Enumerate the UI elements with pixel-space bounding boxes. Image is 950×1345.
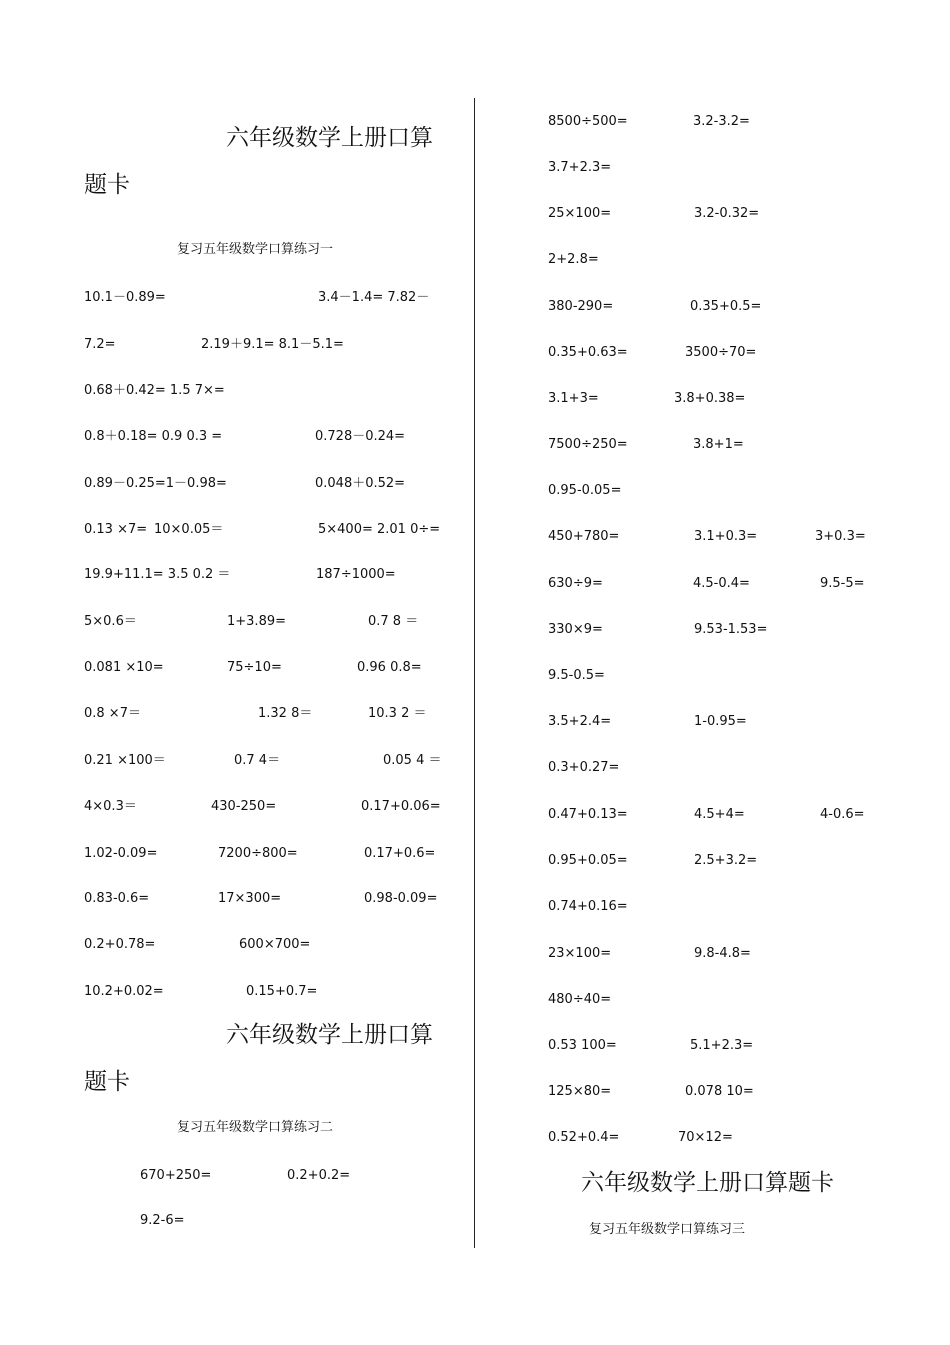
subtitle-3: 复习五年级数学口算练习三	[589, 1222, 746, 1237]
problem: 3.7+2.3=	[548, 160, 612, 175]
subtitle-2: 复习五年级数学口算练习二	[177, 1120, 334, 1135]
problem: 5×0.6＝	[84, 614, 137, 629]
problem: 0.8 ×7＝	[84, 706, 141, 721]
problem: 17×300=	[218, 891, 282, 906]
problem: 75÷10=	[227, 660, 282, 675]
title-2-line-2: 题卡	[84, 1069, 130, 1095]
problem: 1+3.89=	[227, 614, 287, 629]
problem: 9.5-0.5=	[548, 668, 605, 683]
title-1-line-2: 题卡	[84, 172, 130, 198]
problem: 70×12=	[678, 1130, 733, 1145]
problem: 380-290=	[548, 299, 614, 314]
problem: 0.15+0.7=	[246, 984, 318, 999]
problem: 4-0.6=	[820, 807, 865, 822]
problem: 670+250=	[140, 1168, 212, 1183]
problem: 0.078 10=	[685, 1084, 754, 1099]
problem: 19.9+11.1= 3.5 0.2 ＝	[84, 567, 231, 582]
problem: 9.2-6=	[140, 1213, 185, 1228]
problem: 125×80=	[548, 1084, 612, 1099]
problem: 0.2+0.78=	[84, 937, 156, 952]
problem: 0.98-0.09=	[364, 891, 438, 906]
problem: 0.83-0.6=	[84, 891, 150, 906]
problem: 330×9=	[548, 622, 603, 637]
problem: 0.35+0.63=	[548, 345, 628, 360]
problem: 7200÷800=	[218, 846, 298, 861]
problem: 10×0.05＝	[154, 522, 224, 537]
problem: 5×400= 2.01 0÷=	[318, 522, 441, 537]
problem: 3.8+0.38=	[674, 391, 746, 406]
problem: 0.95-0.05=	[548, 483, 622, 498]
subtitle-1: 复习五年级数学口算练习一	[177, 242, 334, 257]
problem: 0.081 ×10=	[84, 660, 164, 675]
problem: 9.53-1.53=	[694, 622, 768, 637]
problem: 0.74+0.16=	[548, 899, 628, 914]
problem: 3.2-3.2=	[693, 114, 750, 129]
problem: 4×0.3＝	[84, 799, 137, 814]
problem: 0.13 ×7=	[84, 522, 148, 537]
problem: 0.728－0.24=	[315, 429, 406, 444]
problem: 0.048＋0.52=	[315, 476, 406, 491]
problem: 0.53 100=	[548, 1038, 617, 1053]
problem: 5.1+2.3=	[690, 1038, 754, 1053]
title-2-line-1: 六年级数学上册口算	[226, 1022, 433, 1048]
problem: 0.35+0.5=	[690, 299, 762, 314]
problem: 480÷40=	[548, 992, 612, 1007]
problem: 1.02-0.09=	[84, 846, 158, 861]
problem: 0.47+0.13=	[548, 807, 628, 822]
problem: 0.05 4 ＝	[383, 753, 442, 768]
problem: 25×100=	[548, 206, 612, 221]
problem: 0.7 8 ＝	[368, 614, 419, 629]
problem: 10.3 2 ＝	[368, 706, 427, 721]
problem: 0.96 0.8=	[357, 660, 422, 675]
problem: 4.5+4=	[694, 807, 745, 822]
column-divider	[474, 98, 475, 1248]
problem: 3.1+0.3=	[694, 529, 758, 544]
problem: 7500÷250=	[548, 437, 628, 452]
title-3: 六年级数学上册口算题卡	[581, 1170, 834, 1196]
problem: 0.89－0.25=1－0.98=	[84, 476, 227, 491]
problem: 2.19＋9.1= 8.1－5.1=	[201, 337, 344, 352]
problem: 600×700=	[239, 937, 311, 952]
problem: 2+2.8=	[548, 252, 599, 267]
problem: 7.2=	[84, 337, 116, 352]
problem: 187÷1000=	[316, 567, 396, 582]
problem: 0.8＋0.18= 0.9 0.3 =	[84, 429, 223, 444]
problem: 3.1+3=	[548, 391, 599, 406]
problem: 9.5-5=	[820, 576, 865, 591]
problem: 8500÷500=	[548, 114, 628, 129]
problem: 2.5+3.2=	[694, 853, 758, 868]
problem: 1-0.95=	[694, 714, 747, 729]
problem: 4.5-0.4=	[693, 576, 750, 591]
problem: 0.52+0.4=	[548, 1130, 620, 1145]
problem: 0.68＋0.42= 1.5 7×=	[84, 383, 225, 398]
problem: 0.2+0.2=	[287, 1168, 351, 1183]
problem: 3.8+1=	[693, 437, 744, 452]
problem: 9.8-4.8=	[694, 946, 751, 961]
problem: 10.1－0.89=	[84, 290, 166, 305]
problem: 23×100=	[548, 946, 612, 961]
problem: 3.5+2.4=	[548, 714, 612, 729]
problem: 3.2-0.32=	[694, 206, 760, 221]
problem: 3+0.3=	[815, 529, 866, 544]
title-1-line-1: 六年级数学上册口算	[226, 125, 433, 151]
problem: 630÷9=	[548, 576, 603, 591]
problem: 0.17+0.6=	[364, 846, 436, 861]
problem: 0.3+0.27=	[548, 760, 620, 775]
problem: 430-250=	[211, 799, 277, 814]
problem: 10.2+0.02=	[84, 984, 164, 999]
problem: 0.17+0.06=	[361, 799, 441, 814]
problem: 0.21 ×100＝	[84, 753, 166, 768]
problem: 3.4－1.4= 7.82－	[318, 290, 430, 305]
problem: 0.95+0.05=	[548, 853, 628, 868]
problem: 0.7 4＝	[234, 753, 281, 768]
problem: 3500÷70=	[685, 345, 757, 360]
problem: 450+780=	[548, 529, 620, 544]
problem: 1.32 8＝	[258, 706, 313, 721]
